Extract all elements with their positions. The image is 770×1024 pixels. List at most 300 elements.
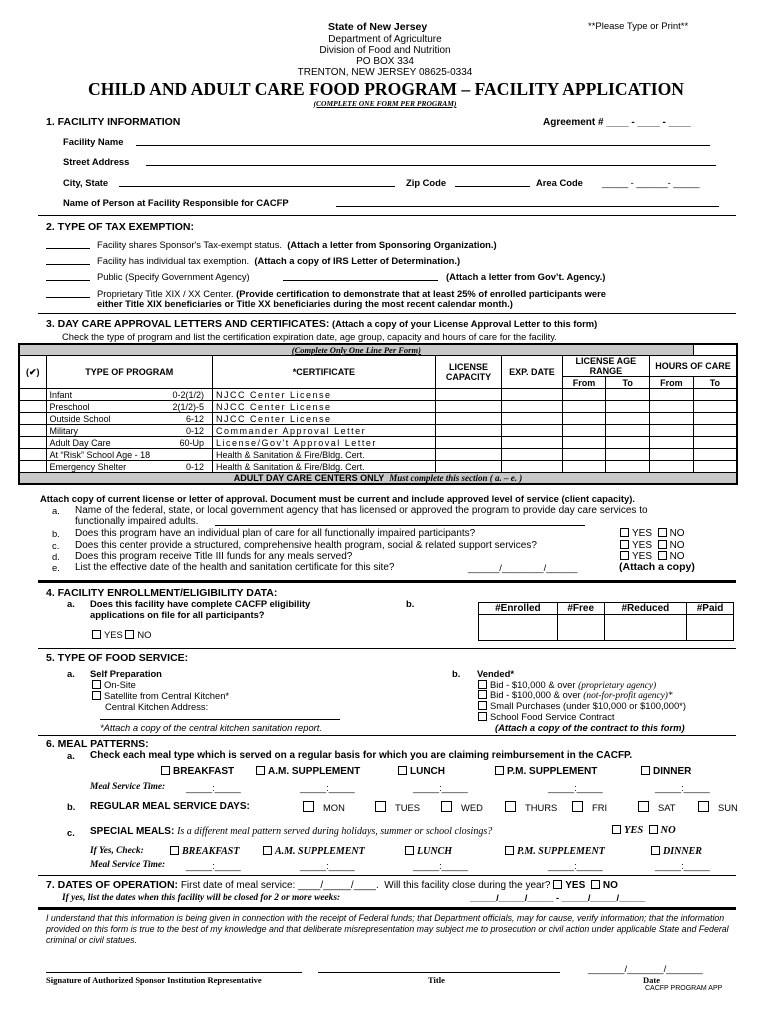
divider — [38, 313, 736, 314]
city-field[interactable] — [119, 177, 395, 187]
meal-option — [170, 846, 239, 857]
special-meals-row — [90, 826, 492, 837]
meal-option — [641, 766, 691, 777]
adult-banner — [19, 473, 737, 485]
certification-text: I understand that this information is being given in connection with the receipt of Federal funds; that Department officials, may for cause, verify information; that the information provided on this form is true to the best of my knowledge and that deliberate misrepresentation may subject me to prosecution or civil action under applicable State and Federal criminal or civil statues. — [46, 913, 729, 945]
yes-no-row — [620, 540, 685, 551]
day-checkbox[interactable] — [572, 801, 583, 812]
date-label: Date — [643, 975, 660, 985]
cert-cell: NJCC Center License — [213, 413, 436, 425]
qe-letter: e. — [52, 562, 60, 573]
s3-heading-note: (Attach a copy of your License Approval Letter to this form) — [331, 318, 598, 329]
day-checkbox[interactable] — [375, 801, 386, 812]
cert-cell: Health & Sanitation & Fire/Bldg. Cert. — [213, 449, 436, 461]
tax-row-2-note: (Attach a copy of IRS Letter of Determination.) — [254, 255, 461, 266]
enrollment-table — [478, 602, 734, 641]
special-no-label: NO — [660, 825, 676, 836]
day-option — [572, 801, 607, 813]
meal-time-field[interactable]: _____:_____ — [548, 782, 603, 793]
form-subtitle: (COMPLETE ONE FORM PER PROGRAM) — [313, 99, 457, 108]
meal-checkbox[interactable] — [256, 766, 265, 775]
onsite-label: On-Site — [104, 679, 136, 690]
tax-check-2[interactable] — [46, 255, 90, 265]
meal-label: LUNCH — [417, 846, 452, 857]
meal-option — [405, 846, 452, 857]
qb-text: Does this program have an individual plan of care for all functionally impaired participants? — [75, 528, 476, 539]
type-cell — [46, 389, 212, 401]
meal-label: BREAKFAST — [173, 766, 235, 777]
header-city: TRENTON, NEW JERSEY 08625-0334 — [297, 67, 473, 78]
check-cell[interactable] — [19, 389, 46, 401]
capacity-header: LICENSE CAPACITY — [435, 356, 502, 389]
facility-name-field[interactable] — [136, 136, 710, 146]
meal-service-time-label-2: Meal Service Time: — [90, 860, 166, 870]
title-label: Title — [428, 975, 445, 985]
bid2-note: (not-for-profit agency)* — [583, 691, 673, 701]
capacity-cell[interactable] — [435, 425, 502, 437]
enrollment-cell[interactable] — [604, 615, 687, 641]
no-checkbox[interactable] — [658, 551, 667, 560]
day-option — [375, 801, 420, 813]
special-yes-label: YES — [624, 825, 644, 836]
s1-heading: 1. FACILITY INFORMATION — [46, 116, 181, 128]
city-label: City, State — [63, 177, 109, 188]
divider — [38, 875, 736, 876]
qa-letter: a. — [52, 505, 60, 516]
license-row — [19, 449, 737, 461]
yes-no-row — [620, 528, 685, 539]
title-field[interactable] — [318, 963, 560, 973]
qe-date-field[interactable]: ______/________/______ — [468, 562, 578, 573]
tax-row-2-text: Facility has individual tax exemption. — [97, 255, 250, 266]
area-code-label: Area Code — [536, 177, 583, 188]
license-row — [19, 425, 737, 437]
cert-cell: License/Gov't Approval Letter — [213, 437, 436, 449]
check-cell[interactable] — [19, 461, 46, 473]
meal-checkbox[interactable] — [641, 766, 650, 775]
hours-from-cell[interactable] — [650, 461, 694, 473]
type-cell — [46, 437, 212, 449]
day-label: THURS — [525, 802, 558, 813]
central-kitchen-field[interactable] — [100, 710, 340, 720]
divider — [38, 907, 736, 910]
s4-yes-label: YES — [104, 629, 123, 640]
tax-row-4-note: (Provide certification to demonstrate that at least 25% of enrolled participants were — [236, 288, 607, 299]
meal-option — [398, 766, 445, 777]
close-yes-checkbox[interactable] — [553, 880, 562, 889]
meal-option — [651, 846, 702, 857]
meal-time-field[interactable]: _____:_____ — [300, 860, 355, 871]
s4-no-checkbox[interactable] — [125, 630, 134, 639]
s6-qa: Check each meal type which is served on a regular basis for which you are claiming reimbursement in the CACFP. — [90, 750, 633, 761]
capacity-cell[interactable] — [435, 461, 502, 473]
print-note: **Please Type or Print** — [588, 21, 689, 32]
close-no-label: NO — [602, 880, 618, 891]
hours-from-cell[interactable] — [650, 401, 694, 413]
s3-instructions: Check the type of program and list the certification expiration date, age group, capacity and hours of care for the facility. — [62, 331, 557, 342]
hours-from-cell[interactable] — [650, 389, 694, 401]
check-cell[interactable] — [19, 449, 46, 461]
qd-text: Does this program receive Title III funds for any meals served? — [75, 551, 353, 562]
qc-letter: c. — [52, 540, 60, 551]
divider — [38, 580, 736, 583]
day-label: SAT — [658, 802, 676, 813]
qd-letter: d. — [52, 551, 60, 562]
meal-option — [263, 846, 365, 857]
cert-cell: NJCC Center License — [213, 401, 436, 413]
meal-time-field[interactable]: _____:_____ — [655, 782, 710, 793]
header-division: Division of Food and Nutrition — [319, 45, 451, 56]
s4-heading: 4. FACILITY ENROLLMENT/ELIGIBILITY DATA: — [46, 587, 278, 599]
s5-a-letter: a. — [67, 668, 75, 679]
header-dept: Department of Agriculture — [328, 34, 442, 45]
program-age: 60-Up — [179, 437, 205, 448]
tax-row-1 — [97, 239, 497, 250]
s4-qa-2: applications on file for all participants? — [90, 609, 265, 620]
s6-a-letter: a. — [67, 750, 75, 761]
yes-label: YES — [632, 540, 653, 551]
onsite-row — [92, 679, 136, 690]
meal-option — [256, 766, 360, 777]
service-days-label: REGULAR MEAL SERVICE DAYS: — [90, 801, 250, 812]
qa-text: Name of the federal, state, or local government agency that has licensed or approved the program to provide day care services to — [75, 505, 648, 516]
day-checkbox[interactable] — [698, 801, 709, 812]
meal-label: A.M. SUPPLEMENT — [275, 846, 365, 857]
satellite-label: Satellite from Central Kitchen* — [104, 690, 230, 701]
age-to-cell[interactable] — [606, 449, 650, 461]
age-to-cell[interactable] — [606, 437, 650, 449]
s4-yes-checkbox[interactable] — [92, 630, 101, 639]
age-from-cell[interactable] — [562, 413, 606, 425]
exp-cell[interactable] — [502, 461, 562, 473]
meal-checkbox[interactable] — [398, 766, 407, 775]
school-checkbox[interactable] — [478, 712, 487, 721]
table-banner: (Complete Only One Line Per Form) — [19, 344, 693, 356]
adult-banner-note: Must complete this section ( a. – e. ) — [389, 473, 523, 483]
day-label: MON — [323, 802, 345, 813]
close-yes-label: YES — [565, 880, 586, 891]
age-from-cell[interactable] — [562, 401, 606, 413]
program-age: 0-12 — [186, 425, 205, 436]
meal-time-field[interactable]: _____:_____ — [548, 860, 603, 871]
program-age: 6-12 — [186, 413, 205, 424]
program-type: At “Risk” School Age - 18 — [49, 449, 151, 460]
meal-label: DINNER — [653, 766, 692, 777]
area-code-field[interactable]: _____ - ______- _____ — [602, 177, 700, 188]
program-type: Emergency Shelter — [49, 461, 127, 472]
age-to-header: To — [606, 377, 650, 389]
tax-check-3[interactable] — [46, 271, 90, 281]
exp-cell[interactable] — [502, 401, 562, 413]
qe-text: List the effective date of the health and sanitation certificate for this site? — [75, 562, 395, 573]
day-option — [303, 801, 345, 813]
day-checkbox[interactable] — [441, 801, 452, 812]
check-cell[interactable] — [19, 437, 46, 449]
hours-from-cell[interactable] — [650, 425, 694, 437]
street-field[interactable] — [146, 156, 716, 166]
age-to-cell[interactable] — [606, 413, 650, 425]
cert-cell: NJCC Center License — [213, 389, 436, 401]
gov-agency-field[interactable] — [283, 271, 438, 281]
exp-cell[interactable] — [502, 413, 562, 425]
hours-from-cell[interactable] — [650, 437, 694, 449]
special-meals-question: Is a different meal pattern served during holidays, summer or school closings? — [177, 826, 493, 837]
day-label: SUN — [718, 802, 738, 813]
meal-checkbox[interactable] — [405, 846, 414, 855]
meal-label: A.M. SUPPLEMENT — [268, 766, 361, 777]
no-label: NO — [669, 528, 685, 539]
satellite-checkbox[interactable] — [92, 691, 101, 700]
tax-row-4-note-2: either Title XIX beneficiaries or Title XX beneficiaries during the most recent calendar month.) — [97, 298, 513, 309]
tax-row-2 — [97, 255, 460, 266]
meal-checkbox[interactable] — [263, 846, 272, 855]
bid2-checkbox[interactable] — [478, 690, 487, 699]
closure-question: If yes, list the dates when this facility will be closed for 2 or more weeks: — [62, 893, 341, 903]
hours-to-cell[interactable] — [693, 389, 737, 401]
meal-checkbox[interactable] — [495, 766, 504, 775]
cert-header: *CERTIFICATE — [213, 356, 436, 389]
type-cell — [46, 461, 212, 473]
meal-checkbox[interactable] — [161, 766, 170, 775]
type-cell — [46, 413, 212, 425]
exp-cell[interactable] — [502, 425, 562, 437]
day-checkbox[interactable] — [303, 801, 314, 812]
zip-field[interactable] — [455, 177, 530, 187]
s5-heading: 5. TYPE OF FOOD SERVICE: — [46, 652, 189, 664]
qa-field[interactable] — [215, 516, 585, 526]
tax-row-1-text: Facility shares Sponsor's Tax-exempt status. — [97, 239, 283, 250]
agreement-number[interactable]: Agreement # ____ - ____ - ____ — [543, 117, 691, 128]
exp-cell[interactable] — [502, 437, 562, 449]
s5-b-letter: b. — [452, 668, 461, 679]
enrollment-header: #Free — [557, 603, 604, 615]
special-no-checkbox[interactable] — [649, 825, 658, 834]
no-checkbox[interactable] — [658, 540, 667, 549]
check-cell[interactable] — [19, 425, 46, 437]
enrollment-cell[interactable] — [557, 615, 604, 641]
age-from-cell[interactable] — [562, 425, 606, 437]
yes-checkbox[interactable] — [620, 528, 629, 537]
hours-to-cell[interactable] — [693, 425, 737, 437]
qa-text-2: functionally impaired adults. — [75, 516, 199, 527]
license-row — [19, 413, 737, 425]
program-type: Military — [49, 425, 79, 436]
type-cell — [46, 449, 212, 461]
exp-header: EXP. DATE — [502, 356, 562, 389]
program-type: Preschool — [49, 401, 90, 412]
capacity-cell[interactable] — [435, 389, 502, 401]
small-label: Small Purchases (under $10,000 or $100,000*) — [490, 700, 686, 711]
day-label: TUES — [395, 802, 421, 813]
meal-checkbox[interactable] — [651, 846, 660, 855]
onsite-checkbox[interactable] — [92, 680, 101, 689]
meal-label: BREAKFAST — [182, 846, 240, 857]
adult-banner-text: ADULT DAY CARE CENTERS ONLY — [233, 473, 385, 483]
enrollment-header: #Paid — [687, 603, 734, 615]
type-cell — [46, 401, 212, 413]
hours-from-cell[interactable] — [650, 413, 694, 425]
special-meals-label: SPECIAL MEALS: — [90, 826, 175, 837]
tax-row-4-text: Proprietary Title XIX / XX Center. — [97, 288, 234, 299]
license-row — [19, 461, 737, 473]
facility-name-label: Facility Name — [63, 136, 124, 147]
capacity-cell[interactable] — [435, 413, 502, 425]
s4-qa: Does this facility have complete CACFP eligibility — [90, 598, 311, 609]
no-label: NO — [669, 540, 685, 551]
no-label: NO — [669, 551, 685, 562]
person-label: Name of Person at Facility Responsible for CACFP — [63, 197, 289, 208]
s7-heading: 7. DATES OF OPERATION: — [46, 879, 179, 891]
tax-row-3-note: (Attach a letter from Gov’t. Agency.) — [446, 271, 606, 282]
divider — [38, 215, 736, 216]
age-from-header: From — [562, 377, 606, 389]
yes-checkbox[interactable] — [620, 551, 629, 560]
enrollment-cell[interactable] — [479, 615, 558, 641]
bid1-label: Bid - $10,000 & over — [490, 679, 576, 690]
age-to-cell[interactable] — [606, 425, 650, 437]
day-label: FRI — [592, 802, 608, 813]
small-checkbox[interactable] — [478, 701, 487, 710]
s6-heading: 6. MEAL PATTERNS: — [46, 738, 149, 750]
meal-time-field[interactable]: _____:_____ — [186, 782, 241, 793]
age-to-cell[interactable] — [606, 389, 650, 401]
vended-label: Vended* — [477, 668, 514, 679]
zip-label: Zip Code — [406, 177, 447, 188]
close-question: Will this facility close during the year? — [384, 880, 551, 891]
tax-check-1[interactable] — [46, 239, 90, 249]
form-title: CHILD AND ADULT CARE FOOD PROGRAM – FACILITY APPLICATION — [88, 79, 684, 99]
program-type: Outside School — [49, 413, 111, 424]
tax-row-1-note: (Attach a letter from Sponsoring Organization.) — [287, 239, 497, 250]
attach-instructions: Attach copy of current license or letter of approval. Document must be current and include approved level of service (client capacity). — [40, 493, 635, 504]
contract-note: (Attach a copy of the contract to this form) — [495, 722, 685, 733]
divider — [38, 735, 736, 736]
meal-time-field[interactable]: _____:_____ — [413, 782, 468, 793]
enrollment-header: #Reduced — [604, 603, 687, 615]
day-option — [698, 801, 738, 813]
small-row — [478, 700, 686, 711]
day-checkbox[interactable] — [638, 801, 649, 812]
age-to-cell[interactable] — [606, 461, 650, 473]
hours-to-cell[interactable] — [693, 413, 737, 425]
check-header: (✔) — [19, 356, 46, 389]
no-checkbox[interactable] — [658, 528, 667, 537]
capacity-cell[interactable] — [435, 449, 502, 461]
if-yes-label: If Yes, Check: — [90, 846, 144, 856]
day-option — [638, 801, 676, 813]
meal-time-field[interactable]: _____:_____ — [655, 860, 710, 871]
age-from-cell[interactable] — [562, 449, 606, 461]
license-row — [19, 401, 737, 413]
bid2-label: Bid - $100,000 & over — [490, 689, 581, 700]
meal-checkbox[interactable] — [170, 846, 179, 855]
satellite-row — [92, 690, 229, 701]
qc-text: Does this center provide a structured, comprehensive health program, social & related support services? — [75, 540, 537, 551]
yes-label: YES — [632, 528, 653, 539]
divider — [38, 648, 736, 649]
meal-option — [495, 766, 597, 777]
license-row — [19, 389, 737, 401]
age-from-cell[interactable] — [562, 389, 606, 401]
central-kitchen-note: *Attach a copy of the central kitchen sanitation report. — [100, 722, 323, 733]
license-row — [19, 437, 737, 449]
day-checkbox[interactable] — [505, 801, 516, 812]
special-yes-checkbox[interactable] — [612, 825, 621, 834]
check-cell[interactable] — [19, 413, 46, 425]
hours-to-cell[interactable] — [693, 461, 737, 473]
exp-cell[interactable] — [502, 449, 562, 461]
exp-cell[interactable] — [502, 389, 562, 401]
program-age: 0-2(1/2) — [172, 389, 205, 400]
age-from-cell[interactable] — [562, 461, 606, 473]
enrollment-header: #Enrolled — [479, 603, 558, 615]
hours-to-cell[interactable] — [693, 401, 737, 413]
s7-row — [46, 879, 618, 891]
bid1-checkbox[interactable] — [478, 680, 487, 689]
age-to-cell[interactable] — [606, 401, 650, 413]
person-field[interactable] — [336, 197, 719, 207]
header-state: State of New Jersey — [328, 21, 428, 33]
hours-to-cell[interactable] — [693, 449, 737, 461]
hours-from-header: From — [650, 377, 694, 389]
capacity-cell[interactable] — [435, 437, 502, 449]
closure-dates-1[interactable]: _____/_____/_____ - _____/_____/_____ — [470, 892, 646, 903]
s4-b-letter: b. — [406, 598, 415, 609]
hours-from-cell[interactable] — [650, 449, 694, 461]
school-label: School Food Service Contract — [490, 711, 615, 722]
s6-c-letter: c. — [67, 827, 75, 838]
program-type: Adult Day Care — [49, 437, 111, 448]
s4-yes-no — [92, 629, 151, 640]
check-cell[interactable] — [19, 401, 46, 413]
signature-label: Signature of Authorized Sponsor Institution Representative — [46, 975, 262, 985]
license-table — [18, 343, 738, 485]
hours-to-cell[interactable] — [693, 437, 737, 449]
date-field[interactable]: _______/_______/_______ — [588, 963, 703, 974]
meal-checkbox[interactable] — [505, 846, 514, 855]
close-no-checkbox[interactable] — [591, 880, 600, 889]
day-option — [441, 801, 483, 813]
s4-a-letter: a. — [67, 598, 75, 609]
first-date[interactable]: First date of meal service: ____/_____/____. — [180, 880, 379, 891]
header-pobox: PO BOX 334 — [356, 56, 414, 67]
age-from-cell[interactable] — [562, 437, 606, 449]
day-option — [505, 801, 557, 813]
program-age: 0-12 — [186, 461, 205, 472]
yes-checkbox[interactable] — [620, 540, 629, 549]
school-row — [478, 711, 615, 722]
capacity-cell[interactable] — [435, 401, 502, 413]
yes-label: YES — [632, 551, 653, 562]
enrollment-cell[interactable] — [687, 615, 734, 641]
day-label: WED — [461, 802, 483, 813]
meal-time-field[interactable]: _____:_____ — [186, 860, 241, 871]
meal-label: LUNCH — [410, 766, 445, 777]
attach-copy-note: (Attach a copy) — [619, 561, 695, 573]
s6-b-letter: b. — [67, 801, 76, 812]
tax-check-4[interactable] — [46, 288, 90, 298]
meal-option — [505, 846, 605, 857]
type-header: TYPE OF PROGRAM — [46, 356, 212, 389]
s4-no-label: NO — [137, 629, 152, 640]
meal-time-field[interactable]: _____:_____ — [413, 860, 468, 871]
cert-cell: Commander Approval Letter — [213, 425, 436, 437]
age-range-header: LICENSE AGE RANGE — [562, 356, 649, 377]
bid1-note: (proprietary agency) — [578, 681, 657, 691]
signature-field[interactable] — [46, 963, 302, 973]
meal-time-field[interactable]: _____:_____ — [300, 782, 355, 793]
form-id: CACFP PROGRAM APP — [645, 985, 723, 992]
